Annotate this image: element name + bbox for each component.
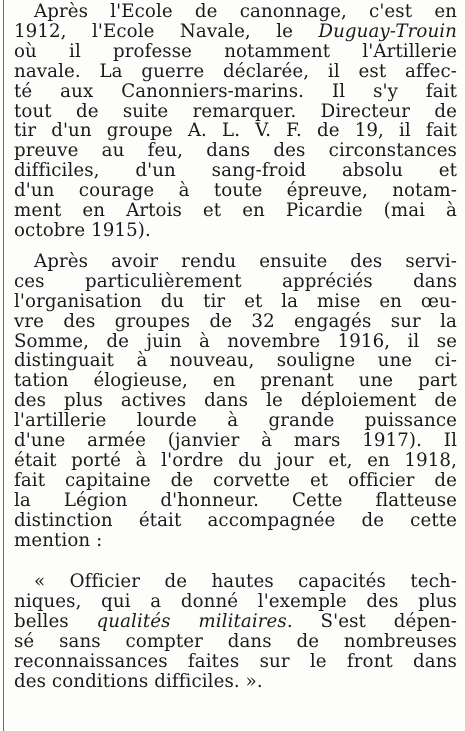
- text-line: [14, 612, 457, 632]
- text-line: vre des groupes de 32 engagés sur la: [14, 311, 457, 332]
- text-fragment: 1912, l'Ecole Navale, le: [14, 21, 319, 42]
- text-line: des conditions difficiles. ».: [14, 672, 263, 692]
- text-line: ment en Artois et en Picardie (mai à: [14, 201, 457, 221]
- text-line: difficiles, d'un sang-froid absolu et: [14, 161, 457, 182]
- text-line: navale. La guerre déclarée, il est affec-: [14, 61, 457, 82]
- text-line: [14, 22, 457, 42]
- paragraph-gap: [14, 241, 457, 252]
- text-line: d'un courage à toute épreuve, notam-: [14, 181, 457, 202]
- text-line: où il professe notamment l'Artillerie: [14, 41, 457, 62]
- text-line: était porté à l'ordre du jour et, en 1918,: [14, 450, 457, 471]
- text-line: niques, qui a donné l'exemple des plus: [14, 592, 457, 613]
- text-line: octobre 1915).: [14, 220, 151, 241]
- text-line: ces particulièrement appréciés dans: [14, 271, 457, 292]
- citation-quote: [14, 572, 457, 691]
- text-line: Après avoir rendu ensuite des servi-: [34, 251, 457, 272]
- text-line: tir d'un groupe A. L. V. F. de 19, il fait: [14, 121, 457, 142]
- italic-phrase: qualités militaires: [96, 612, 287, 633]
- text-line: distinction était accompagnée de cette: [14, 510, 457, 531]
- text-line: « Officier de hautes capacités tech-: [34, 572, 457, 593]
- text-line: d'une armée (janvier à mars 1917). Il: [14, 431, 457, 451]
- text-line: té aux Canonniers-marins. Il s'y fait: [14, 81, 457, 102]
- text-line: des plus actives dans le déploiement de: [14, 391, 457, 412]
- text-line: tation élogieuse, en prenant une part: [14, 371, 457, 392]
- text-line: Après l'Ecole de canonnage, c'est en: [34, 2, 457, 22]
- text-line: reconnaissances faites sur le front dans: [14, 652, 457, 672]
- text-line: la Légion d'honneur. Cette flatteuse: [14, 490, 457, 511]
- text-line: mention :: [14, 530, 103, 551]
- text-line: sé sans compter dans de nombreuses: [14, 632, 457, 653]
- text-line: fait capitaine de corvette et officier de: [14, 470, 457, 491]
- text-line: distinguait à nouveau, souligne une ci-: [14, 351, 457, 372]
- text-line: l'artillerie lourde à grande puissance: [14, 411, 457, 432]
- paragraph-gap: [14, 550, 457, 572]
- text-line: l'organisation du tir et la mise en œu-: [14, 291, 457, 312]
- paragraph-1: [14, 2, 457, 241]
- text-line: Somme, de juin à novembre 1916, il se: [14, 331, 457, 352]
- ship-name: Duguay-Trouin: [318, 21, 457, 42]
- text-line: preuve au feu, dans des circonstances: [14, 141, 457, 162]
- text-line: tout de suite remarquer. Directeur de: [14, 101, 457, 122]
- text-fragment: belles qualités militaires. S'est dépen-: [14, 612, 457, 633]
- paragraph-2: [14, 252, 457, 551]
